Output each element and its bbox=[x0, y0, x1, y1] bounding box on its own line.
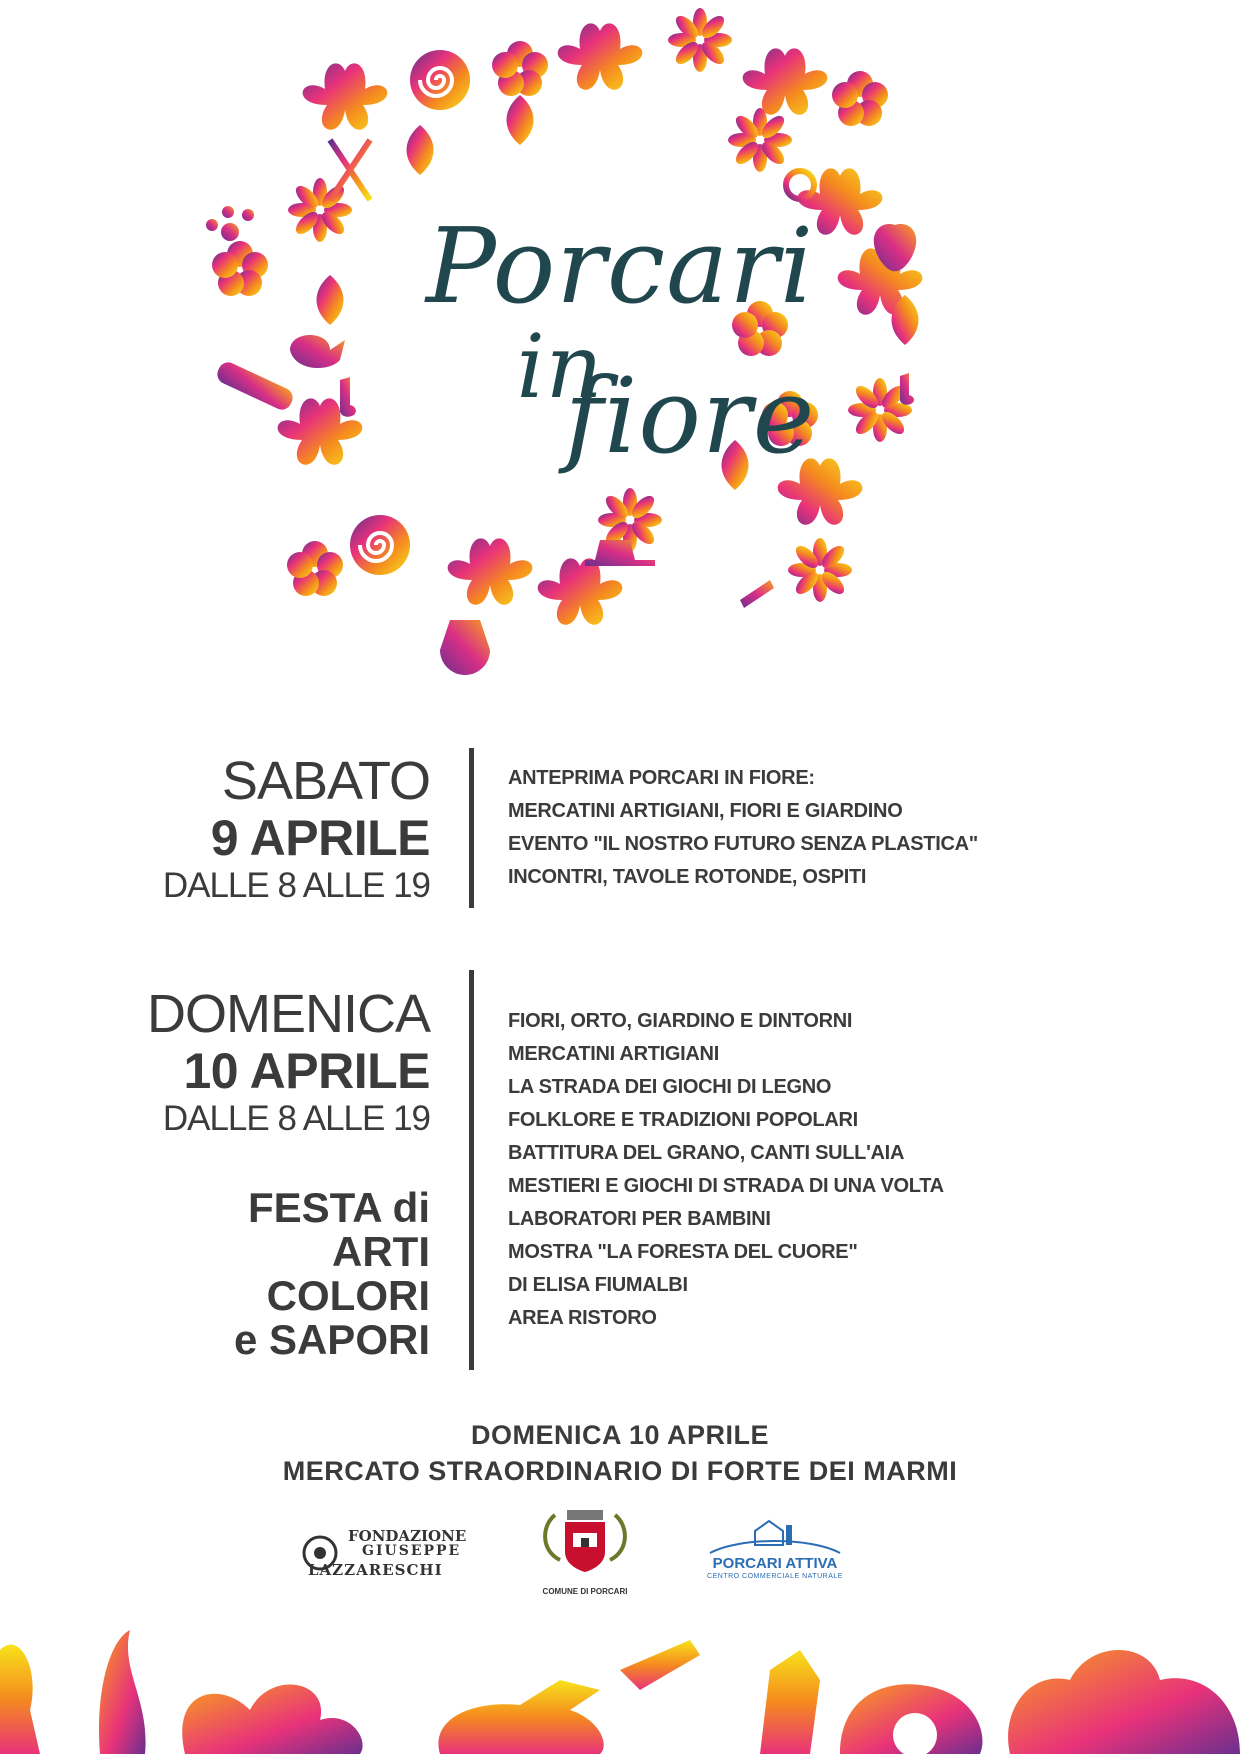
footer-line-2: MERCATO STRAORDINARIO DI FORTE DEI MARMI bbox=[282, 1456, 958, 1486]
flower-icon bbox=[788, 538, 852, 602]
divider-sunday bbox=[469, 970, 474, 1370]
footer-line-1: DOMENICA 10 APRILE bbox=[470, 1420, 770, 1450]
bottle-icon bbox=[760, 1650, 820, 1754]
sunday-events bbox=[508, 1005, 944, 1335]
flower-icon bbox=[728, 108, 792, 172]
title-in: in bbox=[516, 315, 604, 418]
leaf-icon bbox=[407, 125, 434, 175]
hibiscus-icon bbox=[448, 538, 533, 604]
sunday-date: 10 APRILE bbox=[183, 1043, 430, 1099]
hibiscus-icon bbox=[538, 558, 623, 624]
hibiscus-icon bbox=[558, 23, 643, 89]
festa-heading bbox=[0, 1186, 430, 1362]
event-item: MERCATINI ARTIGIANI, FIORI E GIARDINO bbox=[508, 800, 903, 822]
music-note-icon bbox=[99, 1630, 146, 1754]
title-fiore: fiore bbox=[564, 355, 816, 477]
event-item: MOSTRA "LA FORESTA DEL CUORE" bbox=[508, 1241, 858, 1263]
hat-icon bbox=[585, 540, 655, 566]
saturday-events bbox=[508, 762, 978, 894]
event-item: EVENTO "IL NOSTRO FUTURO SENZA PLASTICA" bbox=[508, 833, 978, 855]
watering-can-icon bbox=[438, 1680, 603, 1754]
flower-icon bbox=[287, 541, 343, 596]
bottom-decoration bbox=[0, 1610, 1240, 1754]
flower-icon bbox=[0, 1645, 40, 1754]
hibiscus-icon bbox=[743, 48, 828, 114]
logo-porcari-attiva: PORCARI ATTIVA CENTRO COMMERCIALE NATURALE bbox=[700, 1515, 850, 1590]
saturday-hours: DALLE 8 ALLE 19 bbox=[162, 866, 430, 905]
event-item: FIORI, ORTO, GIARDINO E DINTORNI bbox=[508, 1010, 853, 1032]
event-item: BATTITURA DEL GRANO, CANTI SULL'AIA bbox=[508, 1142, 905, 1164]
coat-of-arms-icon bbox=[525, 1505, 645, 1587]
event-item: LA STRADA DEI GIOCHI DI LEGNO bbox=[508, 1076, 832, 1098]
festa-line: ARTI bbox=[332, 1228, 430, 1275]
sunday-hours: DALLE 8 ALLE 19 bbox=[162, 1099, 430, 1138]
title-porcari: Porcari bbox=[425, 205, 815, 327]
rake-icon bbox=[740, 580, 774, 608]
saturday-day: SABATO bbox=[221, 751, 430, 811]
event-item: AREA RISTORO bbox=[508, 1307, 657, 1329]
sunday-block bbox=[0, 985, 430, 1139]
spiral-icon bbox=[350, 515, 410, 575]
cup-icon bbox=[440, 620, 490, 675]
event-item: INCONTRI, TAVOLE ROTONDE, OSPITI bbox=[508, 866, 867, 888]
event-item: MESTIERI E GIOCHI DI STRADA DI UNA VOLTA bbox=[508, 1175, 944, 1197]
flower-icon bbox=[832, 71, 888, 126]
logo-comune: COMUNE DI PORCARI bbox=[525, 1505, 645, 1605]
event-item: FOLKLORE E TRADIZIONI POPOLARI bbox=[508, 1109, 858, 1131]
event-item: DI ELISA FIUMALBI bbox=[508, 1274, 688, 1296]
event-item: MERCATINI ARTIGIANI bbox=[508, 1043, 719, 1065]
event-item: LABORATORI PER BAMBINI bbox=[508, 1208, 771, 1230]
divider-saturday bbox=[469, 748, 474, 908]
saturday-date: 9 APRILE bbox=[210, 810, 430, 866]
festa-line: FESTA di bbox=[248, 1184, 430, 1231]
hibiscus-icon bbox=[303, 63, 388, 129]
flower-icon bbox=[492, 41, 548, 96]
hibiscus-icon bbox=[182, 1685, 362, 1754]
logo-fondazione: FONDAZIONE GIUSEPPE LAZZARESCHI bbox=[300, 1525, 470, 1580]
sunday-day: DOMENICA bbox=[146, 984, 430, 1044]
flower-icon bbox=[668, 8, 732, 72]
festa-line: COLORI bbox=[266, 1272, 430, 1319]
leaf-icon bbox=[507, 95, 534, 145]
spiral-icon bbox=[410, 50, 470, 110]
house-icon bbox=[700, 1515, 850, 1555]
saturday-block bbox=[0, 752, 430, 906]
hibiscus-icon bbox=[1008, 1650, 1240, 1754]
event-item: ANTEPRIMA PORCARI IN FIORE: bbox=[508, 767, 815, 789]
festa-line: e SAPORI bbox=[233, 1316, 430, 1363]
scissors-icon bbox=[330, 140, 370, 200]
